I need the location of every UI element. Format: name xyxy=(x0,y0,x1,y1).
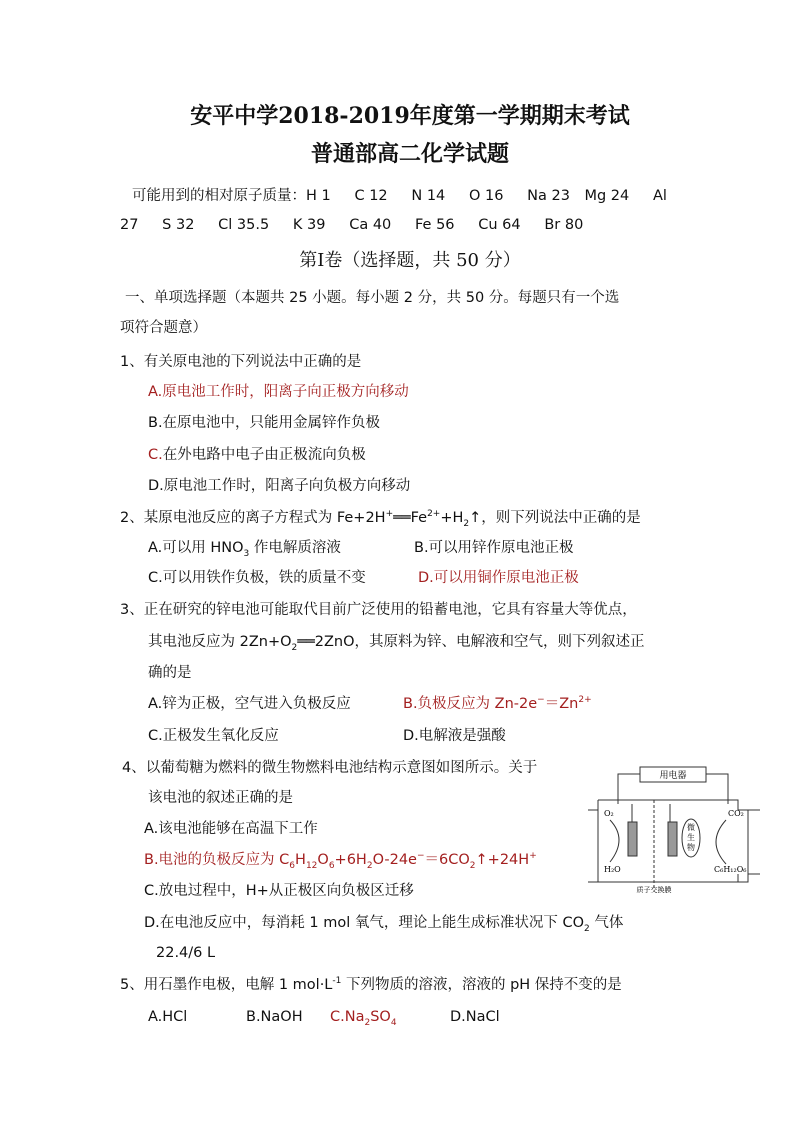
text-segment: 2 xyxy=(366,860,373,871)
text-segment: 作电解质溶液 xyxy=(249,540,341,556)
q4-option-d xyxy=(144,913,623,933)
exam-subtitle: 普通部高二化学试题 xyxy=(310,141,509,167)
text-segment: − xyxy=(537,695,545,706)
q5-option-c xyxy=(330,1007,397,1027)
svg-text:O₂: O₂ xyxy=(604,809,614,818)
q2-option-c: C.可以用铁作负极，铁的质量不变 xyxy=(148,570,366,586)
text-segment: D.在电池反应中，每消耗 1 mol 氧气，理论上能生成标准状况下 CO xyxy=(144,915,584,931)
co2-arrow xyxy=(716,820,726,864)
q2-option-a xyxy=(148,538,341,558)
text-segment: ══ xyxy=(393,510,411,526)
svg-text:H₂O: H₂O xyxy=(604,865,621,874)
q4-option-c: C.放电过程中，H+从正极区向负极区迁移 xyxy=(144,883,414,899)
atomic-masses-line1: 可能用到的相对原子质量：H 1 C 12 N 14 O 16 Na 23 Mg 24 Al xyxy=(132,188,667,204)
q5-option-d: D.NaCl xyxy=(450,1009,500,1025)
q1-c-text: 在外电路中电子由正极流向负极 xyxy=(162,447,366,463)
q4-stem-2: 该电池的叙述正确的是 xyxy=(148,790,293,806)
section-title: 第Ⅰ卷（选择题，共 50 分） xyxy=(299,250,521,271)
o2-arrow xyxy=(610,820,619,862)
anode-electrode xyxy=(668,822,677,856)
q2-stem xyxy=(120,508,641,528)
q3-option-b xyxy=(403,694,592,714)
text-segment: +6H xyxy=(334,852,367,868)
fuel-cell-diagram xyxy=(588,764,760,894)
q3-stem: 3、正在研究的锌电池可能取代目前广泛使用的铅蓄电池，它具有容量大等优点， xyxy=(120,602,637,618)
q1-option-c xyxy=(148,445,366,465)
svg-text:微: 微 xyxy=(687,823,695,832)
svg-text:C₆H₁₂O₆: C₆H₁₂O₆ xyxy=(714,865,747,874)
text-segment: B.负极反应为 Zn-2e xyxy=(403,696,538,712)
text-segment: SO xyxy=(370,1009,391,1025)
q3-option-d: D.电解液是强酸 xyxy=(403,728,506,744)
q3-stem-2 xyxy=(148,632,645,652)
text-segment: 2+ xyxy=(578,695,592,706)
text-segment: 6 xyxy=(289,860,296,871)
q3-stem-3: 确的是 xyxy=(148,665,192,681)
q1-option-d: D.原电池工作时，阳离子向负极方向移动 xyxy=(148,478,411,494)
q1-stem: 1、有关原电池的下列说法中正确的是 xyxy=(120,354,362,370)
q1-c-letter: C. xyxy=(148,447,163,463)
q2-option-b: B.可以用锌作原电池正极 xyxy=(414,540,574,556)
q4-option-d-cont: 22.4/6 L xyxy=(156,945,216,961)
section-intro-cont: 项符合题意） xyxy=(120,320,207,336)
q5-option-b: B.NaOH xyxy=(246,1009,303,1025)
text-segment: 下列物质的溶液，溶液的 pH 保持不变的是 xyxy=(341,977,622,993)
text-segment: 气体 xyxy=(589,915,624,931)
exam-title: 安平中学2018-2019年度第一学期期末考试 xyxy=(190,103,630,129)
text-segment: 其电池反应为 2Zn+O xyxy=(148,634,292,650)
q4-option-b xyxy=(144,850,537,870)
text-segment: B.电池的负极反应为 C xyxy=(144,852,290,868)
cathode-electrode xyxy=(628,822,637,856)
svg-text:生: 生 xyxy=(687,833,695,842)
text-segment: 5、用石墨作电极，电解 1 mol·L xyxy=(120,977,333,993)
text-segment: 2 xyxy=(291,642,298,653)
text-segment: 4 xyxy=(390,1017,397,1028)
text-segment: 2+ xyxy=(427,509,441,520)
text-segment: 2 xyxy=(469,860,476,871)
q1-option-b: B.在原电池中，只能用金属锌作负极 xyxy=(148,415,381,431)
q5-option-a: A.HCl xyxy=(148,1009,188,1025)
text-segment: ＝Zn xyxy=(544,696,579,712)
text-segment: 2 xyxy=(584,923,590,934)
q5-stem xyxy=(120,975,622,995)
q3-option-c: C.正极发生氧化反应 xyxy=(148,728,279,744)
q4-option-a: A.该电池能够在高温下工作 xyxy=(144,821,318,837)
q3-option-a: A.锌为正极，空气进入负极反应 xyxy=(148,696,351,712)
text-segment: C.Na xyxy=(330,1009,365,1025)
text-segment: ＝6CO xyxy=(424,852,470,868)
text-segment: Fe xyxy=(410,510,428,526)
text-segment: 2、某原电池反应的离子方程式为 Fe+2H xyxy=(120,510,386,526)
text-segment: O xyxy=(317,852,329,868)
text-segment: -1 xyxy=(332,976,342,987)
membrane-label: 质子交换膜 xyxy=(636,886,672,894)
text-segment: − xyxy=(416,851,425,862)
section-intro: 一、单项选择题（本题共 25 小题。每小题 2 分，共 50 分。每题只有一个选 xyxy=(125,290,620,306)
text-segment: ══ xyxy=(297,634,315,650)
text-segment: 6 xyxy=(328,860,335,871)
text-segment: 3 xyxy=(243,548,250,559)
text-segment: 12 xyxy=(305,860,318,871)
svg-text:物: 物 xyxy=(687,843,695,852)
text-segment: + xyxy=(385,509,394,520)
text-segment: O-24e xyxy=(372,852,417,868)
q2-option-d: D.可以用铜作原电池正极 xyxy=(418,570,579,586)
q4-stem: 4、以葡萄糖为燃料的微生物燃料电池结构示意图如图所示。关于 xyxy=(122,760,538,776)
text-segment: ↑+24H xyxy=(475,852,530,868)
text-segment: ↑，则下列说法中正确的是 xyxy=(469,510,641,526)
text-segment: H xyxy=(295,852,306,868)
svg-text:CO₂: CO₂ xyxy=(728,809,744,818)
device-label: 用电器 xyxy=(659,771,687,781)
atomic-masses-line2: 27 S 32 Cl 35.5 K 39 Ca 40 Fe 56 Cu 64 Br 80 xyxy=(120,217,584,233)
text-segment: 2ZnO，其原料为锌、电解液和空气，则下列叙述正 xyxy=(314,634,645,650)
text-segment: +H xyxy=(440,510,464,526)
text-segment: 2 xyxy=(463,518,470,529)
q1-option-a: A.原电池工作时，阳离子向正极方向移动 xyxy=(148,384,409,400)
text-segment: A.可以用 HNO xyxy=(148,540,244,556)
text-segment: 2 xyxy=(364,1017,371,1028)
text-segment: + xyxy=(529,851,537,862)
